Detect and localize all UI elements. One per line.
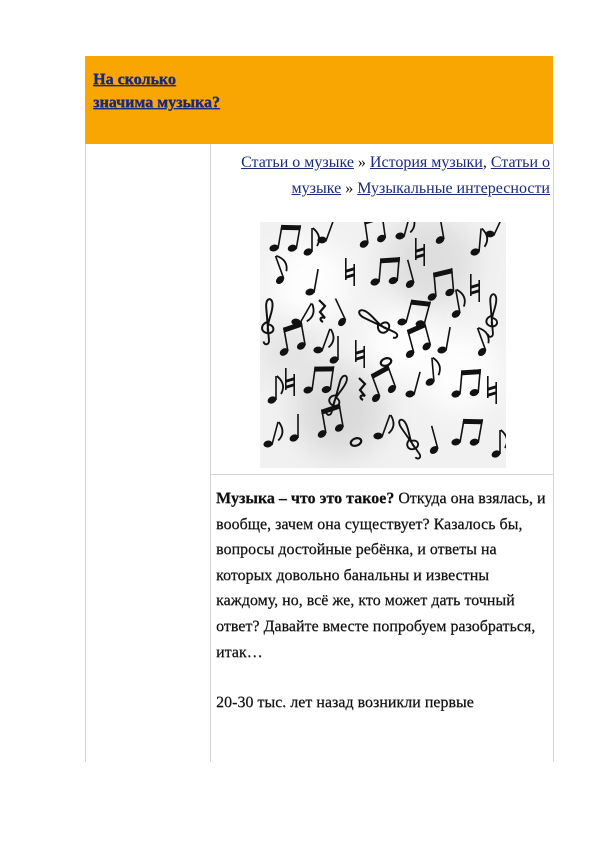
table-border-left (85, 144, 86, 762)
breadcrumb-comma: , (482, 154, 491, 171)
title-header (85, 56, 553, 144)
table-border-middle (210, 144, 211, 762)
breadcrumb (216, 150, 550, 202)
breadcrumb-link-history[interactable]: История музыки (369, 154, 483, 171)
breadcrumb-link-articles-2[interactable]: Статьи о музыке (291, 154, 550, 197)
article-paragraph-1 (216, 486, 548, 665)
breadcrumb-link-articles[interactable]: Статьи о музыке (241, 154, 354, 171)
article-body (216, 486, 548, 741)
breadcrumb-separator-2: » (341, 180, 358, 197)
article-paragraph-1-text: Откуда она взялась, и вообще, зачем она существует? Казалось бы, вопросы достойные ребёнка, и ответы на которых довольно банальны и известны каждому, но, всё же, кто может дать точный ответ? Давайте вместе попробуем разобраться, итак… (216, 490, 546, 661)
page-title-link[interactable]: На сколько значима музыка? (93, 71, 220, 111)
cell-divider (210, 474, 554, 475)
table-border-right (553, 144, 554, 762)
article-paragraph-2: 20-30 тыс. лет назад возникли первые (216, 694, 474, 712)
article-lead: Музыка – что это такое? (216, 490, 395, 507)
music-notes-image (260, 222, 506, 468)
breadcrumb-link-interesting[interactable]: Музыкальные интересности (357, 180, 550, 197)
breadcrumb-separator: » (353, 154, 370, 171)
